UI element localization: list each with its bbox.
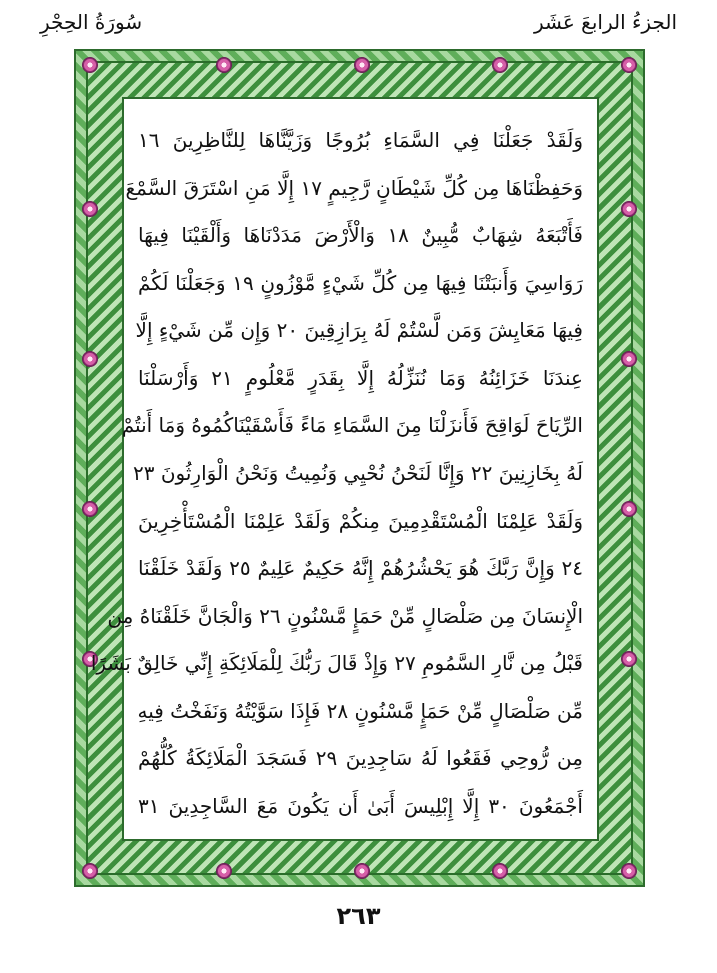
text-line: أَجْمَعُونَ ٣٠ إِلَّا إِبْلِيسَ أَبَىٰ أَن يَكُونَ مَعَ السَّاجِدِينَ ٣١ [138,793,583,818]
rosette-ornament [354,57,370,73]
juz-title: الجزءُ الرابعَ عَشَر [534,10,677,34]
text-line: الرِّيَاحَ لَوَاقِحَ فَأَنزَلْنَا مِنَ السَّمَاءِ مَاءً فَأَسْقَيْنَاكُمُوهُ وَمَا أَنتُمْ [121,413,583,438]
rosette-ornament [82,863,98,879]
page-header [40,10,677,46]
rosette-ornament [492,863,508,879]
text-line: الْإِنسَانَ مِن صَلْصَالٍ مِّنْ حَمَإٍ مَّسْنُونٍ ٢٦ وَالْجَانَّ خَلَقْنَاهُ مِن [107,603,583,628]
surah-title: سُورَةُ الحِجْرِ [40,10,143,34]
page-number: ٢٦٣ [336,902,381,930]
rosette-ornament [216,863,232,879]
text-line: ٢٤ وَإِنَّ رَبَّكَ هُوَ يَحْشُرُهُمْ إِنَّهُ حَكِيمٌ عَلِيمٌ ٢٥ وَلَقَدْ خَلَقْنَا [138,556,583,581]
rosette-ornament [621,863,637,879]
text-line: وَحَفِظْنَاهَا مِن كُلِّ شَيْطَانٍ رَّجِيمٍ ١٧ إِلَّا مَنِ اسْتَرَقَ السَّمْعَ [125,175,583,200]
text-line: وَلَقَدْ جَعَلْنَا فِي السَّمَاءِ بُرُوجًا وَزَيَّنَّاهَا لِلنَّاظِرِينَ ١٦ [138,128,583,152]
text-line: لَهُ بِخَازِنِينَ ٢٢ وَإِنَّا لَنَحْنُ نُحْيِي وَنُمِيتُ وَنَحْنُ الْوَارِثُونَ ٢٣ [133,460,583,485]
rosette-ornament [82,501,98,517]
rosette-ornament [354,863,370,879]
quran-text-panel [90,97,599,841]
text-line: فَأَتْبَعَهُ شِهَابٌ مُّبِينٌ ١٨ وَالْأَرْضَ مَدَدْنَاهَا وَأَلْقَيْنَا فِيهَا [138,223,583,248]
text-line: رَوَاسِيَ وَأَنبَتْنَا فِيهَا مِن كُلِّ شَيْءٍ مَّوْزُونٍ ١٩ وَجَعَلْنَا لَكُمْ [138,270,583,295]
text-line: قَبْلُ مِن نَّارِ السَّمُومِ ٢٧ وَإِذْ قَالَ رَبُّكَ لِلْمَلَائِكَةِ إِنِّي خَالِقٌ بَشَرًا [90,651,583,676]
rosette-ornament [82,57,98,73]
text-line: مِّن صَلْصَالٍ مِّنْ حَمَإٍ مَّسْنُونٍ ٢٨ فَإِذَا سَوَّيْتُهُ وَنَفَخْتُ فِيهِ [137,698,583,723]
rosette-ornament [621,57,637,73]
rosette-ornament [82,201,98,217]
rosette-ornament [621,351,637,367]
rosette-ornament [216,57,232,73]
ornamental-frame [74,49,645,887]
text-line: فِيهَا مَعَايِشَ وَمَن لَّسْتُمْ لَهُ بِرَازِقِينَ ٢٠ وَإِن مِّن شَيْءٍ إِلَّا [135,318,583,343]
rosette-ornament [621,651,637,667]
rosette-ornament [82,351,98,367]
text-line: مِن رُّوحِي فَقَعُوا لَهُ سَاجِدِينَ ٢٩ فَسَجَدَ الْمَلَائِكَةُ كُلُّهُمْ [138,746,583,771]
text-line: عِندَنَا خَزَائِنُهُ وَمَا نُنَزِّلُهُ إِلَّا بِقَدَرٍ مَّعْلُومٍ ٢١ وَأَرْسَلْنَا [138,365,583,390]
rosette-ornament [621,201,637,217]
rosette-ornament [492,57,508,73]
rosette-ornament [621,501,637,517]
text-line: وَلَقَدْ عَلِمْنَا الْمُسْتَقْدِمِينَ مِنكُمْ وَلَقَدْ عَلِمْنَا الْمُسْتَأْخِرِينَ [138,508,583,533]
